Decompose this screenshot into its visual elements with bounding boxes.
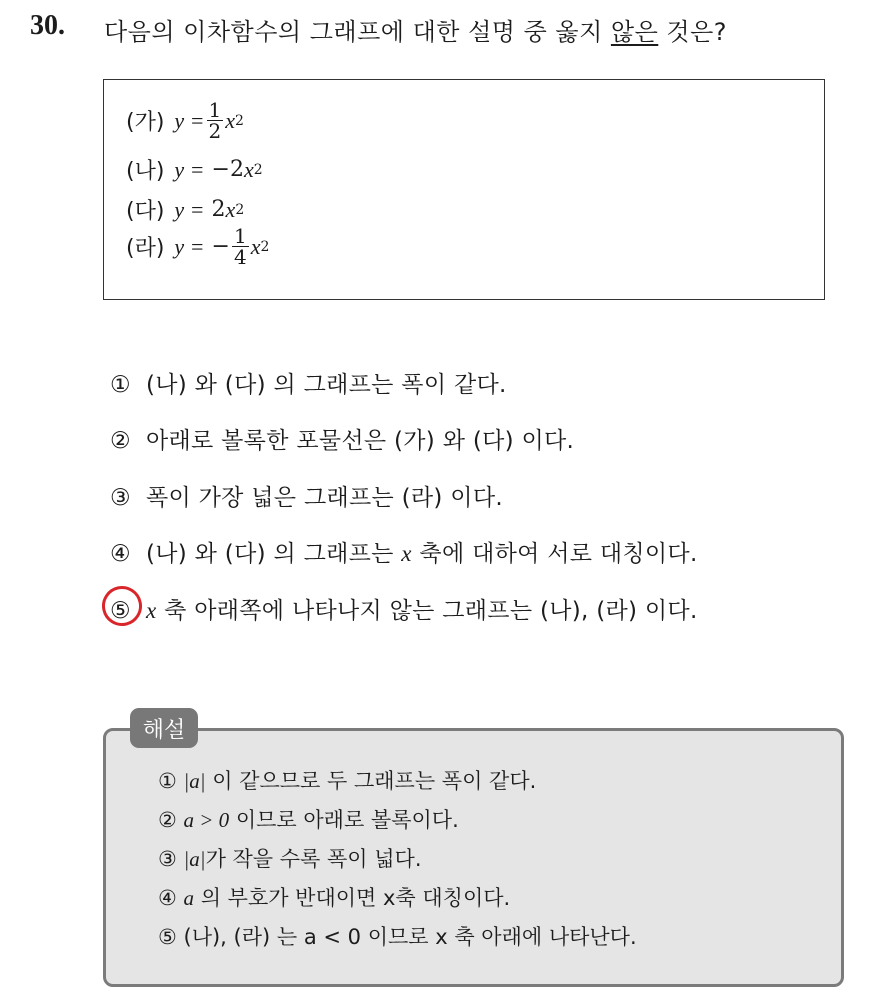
option-variable: x xyxy=(401,541,412,566)
equation-var: x xyxy=(225,196,236,222)
option-number: ① xyxy=(110,372,131,398)
fraction-numerator: 1 xyxy=(233,224,247,248)
solution-text: 가 작을 수록 폭이 넓다. xyxy=(205,847,422,871)
solution-math: |a| xyxy=(183,847,206,871)
solution-text: (나), (라) 는 a < 0 이므로 x 축 아래에 나타난다. xyxy=(183,925,637,949)
option-1[interactable] xyxy=(110,366,507,399)
option-text: 축 아래쪽에 나타나지 않는 그래프는 (나), (라) 이다. xyxy=(156,598,698,624)
equation-var: x xyxy=(250,233,261,259)
option-text-prefix: (나) 와 (다) 의 그래프는 xyxy=(146,372,402,398)
fraction xyxy=(207,100,224,141)
equation-label: (라) xyxy=(126,236,165,261)
fraction-denominator: 2 xyxy=(208,119,222,143)
equation-exponent: 2 xyxy=(235,201,245,218)
solution-line-2 xyxy=(158,804,459,834)
equation-var: x xyxy=(225,107,236,133)
equation-var: x xyxy=(243,156,254,182)
solution-line-5 xyxy=(158,921,637,951)
equation-exponent: 2 xyxy=(253,161,263,178)
equation-lhs: y = xyxy=(174,233,205,259)
option-text-prefix: (나) 와 (다) 의 그래프는 xyxy=(146,541,402,567)
solution-line-3 xyxy=(158,843,422,873)
option-text: 폭이 가장 넓은 그래프는 (라) 이다. xyxy=(146,485,503,511)
equation-ra xyxy=(126,226,269,267)
fraction-denominator: 4 xyxy=(233,245,247,269)
solution-text: 의 부호가 반대이면 x축 대칭이다. xyxy=(194,886,511,910)
equation-coefficient: −2 xyxy=(211,157,244,182)
question-text-after: 것은? xyxy=(658,18,728,46)
equation-da xyxy=(126,194,244,225)
solution-text: 이 같으므로 두 그래프는 폭이 같다. xyxy=(205,769,537,793)
solution-text: 이므로 아래로 볼록이다. xyxy=(229,808,459,832)
option-2[interactable] xyxy=(110,422,574,455)
question-underlined-word: 않은 xyxy=(610,18,659,46)
option-number: ④ xyxy=(110,541,131,567)
equation-label: (가) xyxy=(126,110,165,135)
option-text: 축에 대하여 서로 대칭이다. xyxy=(411,541,698,567)
option-number: ③ xyxy=(110,485,131,511)
solution-math: a xyxy=(183,886,195,910)
solution-mark: ④ xyxy=(158,886,177,910)
option-number: ⑤ xyxy=(110,598,131,624)
equation-lhs: y = xyxy=(174,196,205,222)
solution-line-1 xyxy=(158,765,536,795)
solution-tag: 해설 xyxy=(130,708,198,748)
equation-lhs: y = xyxy=(174,107,205,133)
equation-sign: − xyxy=(211,234,230,259)
equation-label: (다) xyxy=(126,199,165,224)
fraction-numerator: 1 xyxy=(208,98,222,122)
solution-line-4 xyxy=(158,882,510,912)
option-text: 아래로 볼록한 포물선은 (가) 와 (다) 이다. xyxy=(146,428,575,454)
solution-math: a > 0 xyxy=(183,808,230,832)
equation-label: (나) xyxy=(126,159,165,184)
equation-lhs: y = xyxy=(174,156,205,182)
option-text: 폭이 같다. xyxy=(401,372,507,398)
equation-coefficient: 2 xyxy=(211,197,226,222)
option-4[interactable] xyxy=(110,535,698,568)
solution-mark: ② xyxy=(158,808,177,832)
question-text-before: 다음의 이차함수의 그래프에 대한 설명 중 옳지 xyxy=(104,18,611,46)
option-3[interactable] xyxy=(110,479,503,512)
question-text xyxy=(104,12,727,47)
option-variable: x xyxy=(146,598,157,623)
equation-na xyxy=(126,154,263,185)
fraction xyxy=(232,226,249,267)
equation-exponent: 2 xyxy=(235,112,244,129)
option-5[interactable] xyxy=(110,592,698,625)
equation-ga xyxy=(126,100,244,141)
solution-mark: ⑤ xyxy=(158,925,177,949)
solution-mark: ③ xyxy=(158,847,177,871)
equation-exponent: 2 xyxy=(260,238,270,255)
option-number: ② xyxy=(110,428,131,454)
question-number: 30. xyxy=(30,10,65,41)
solution-mark: ① xyxy=(158,769,177,793)
equations-box xyxy=(103,79,825,300)
solution-math: |a| xyxy=(183,769,206,793)
